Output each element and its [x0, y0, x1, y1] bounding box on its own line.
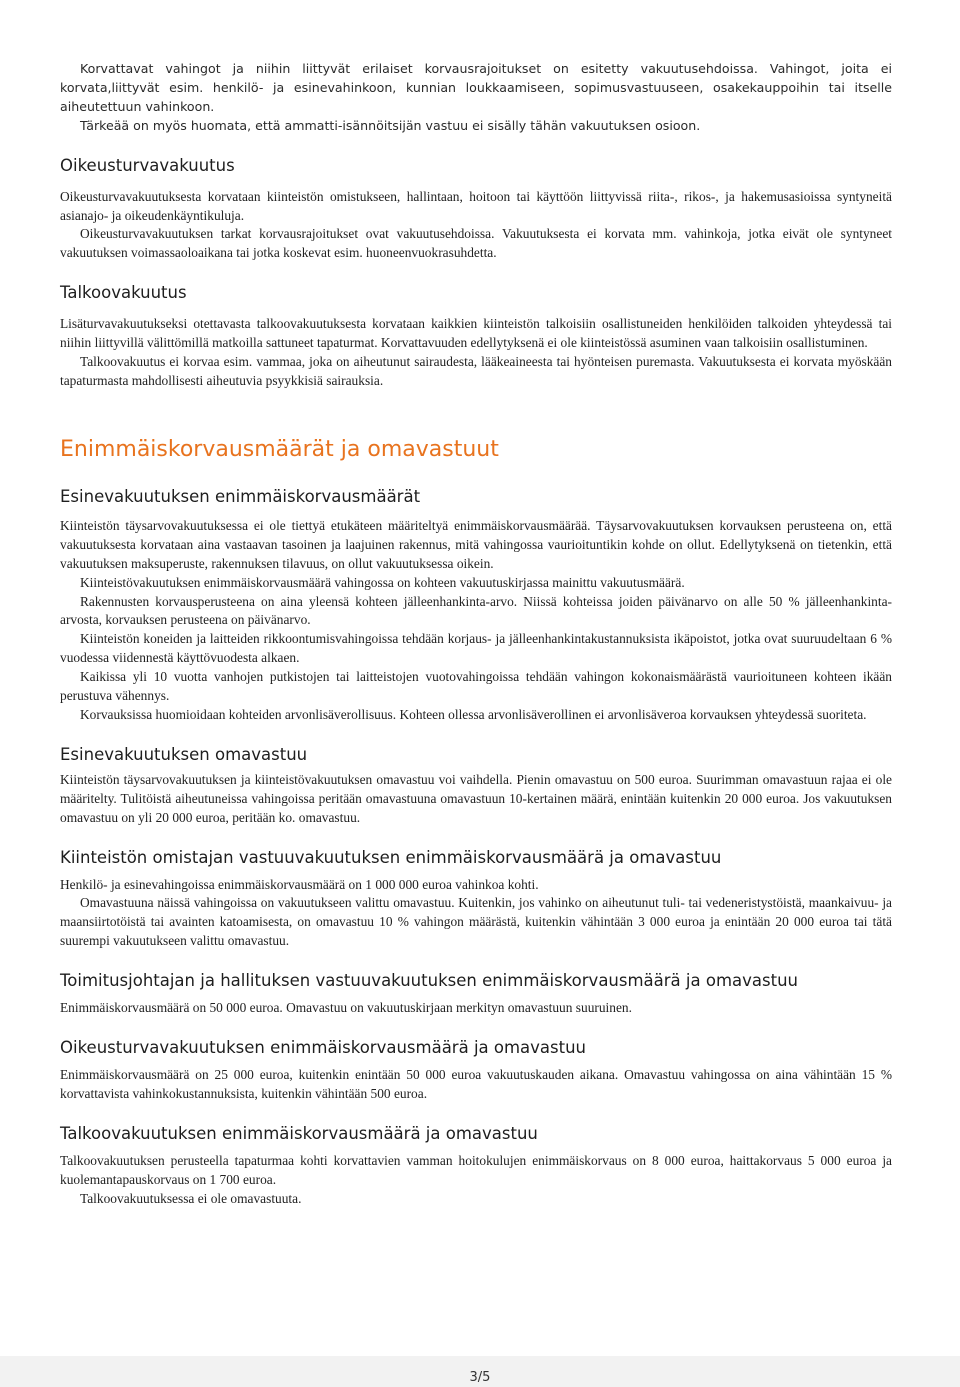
paragraph: Kiinteistövakuutuksen enimmäiskorvausmäärä vahingossa on kohteen vakuutuskirjassa mainittu vakuutusmäärä. — [80, 574, 685, 590]
volunteer-work-max-section — [60, 1124, 892, 1209]
section-heading: Oikeusturvavakuutus — [60, 155, 235, 175]
paragraph: Oikeusturvavakuutuksesta korvataan kiinteistön omistukseen, hallintaan, hoitoon tai käyttöön liittyvissä riita-, rikos-, ja hakemusasioissa syntyneitä asianajo- ja oikeudenkäyntikuluja. — [60, 188, 892, 223]
paragraph: Talkoovakuutuksen perusteella tapaturmaa kohti korvattavien vamman hoitokulujen enimmäiskorvaus on 8 000 euroa, haittakorvaus 5 000 euroa ja kuolemantapauskorvaus on 1 700 euroa. — [60, 1152, 892, 1187]
section-heading: Toimitusjohtajan ja hallituksen vastuuvakuutuksen enimmäiskorvausmäärä ja omavastuu — [60, 971, 798, 991]
paragraph: Lisäturvavakuutukseksi otettavasta talkoovakuutuksesta korvataan kaikkien kiinteistön talkoisiin osallistuneiden henkilöiden talkoiden yhteydessä tai niihin liittyvillä välittömillä matkoilla sattuneet tapaturmat. Korvattavuuden edellytyksenä ei ole kiinteistössä asuminen vaan talkoisiin osallistuminen. — [60, 316, 892, 351]
volunteer-work-section — [60, 283, 892, 391]
paragraph: Kiinteistön täysarvovakuutuksen ja kiinteistövakuutuksen omavastuu voi vaihdella. Pienin omavastuu on 500 euroa. Suurimman omavastuun rajaa ei ole määritelty. Tulitöistä aiheutuneissa vahingoissa peritään omavastuuna omavastuun 10-kertainen määrä, enintään kuitenkin 20 000 euroa. Jos vakuutuksen omavastuu on yli 20 000 euroa, peritään ko. omavastuu. — [60, 771, 892, 825]
paragraph: Talkoovakuutuksessa ei ole omavastuuta. — [80, 1190, 302, 1206]
section-heading: Oikeusturvavakuutuksen enimmäiskorvausmäärä ja omavastuu — [60, 1038, 587, 1058]
paragraph: Henkilö- ja esinevahingoissa enimmäiskorvausmäärä on 1 000 000 euroa vahinkoa kohti. — [60, 876, 539, 892]
paragraph: Rakennusten korvausperusteena on aina yleensä kohteen jälleenhankinta-arvo. Niissä kohteissa joiden päivänarvo on alle 50 % jälleenhankinta-arvosta, korvauksen perusteena on päivänarvo. — [60, 593, 892, 628]
paragraph: Oikeusturvavakuutuksen tarkat korvausrajoitukset ovat vakuutusehdoissa. Vakuutuksesta ei korvata mm. vahinkoja, jotka eivät ole syntyneet vakuutuksen voimassaoloaikana tai jotka koskevat esim. huoneenvuokrasuhdetta. — [60, 226, 892, 261]
section-heading: Esinevakuutuksen omavastuu — [60, 744, 308, 764]
legal-protection-section — [60, 156, 892, 264]
main-heading: Enimmäiskorvausmäärät ja omavastuut — [60, 436, 499, 462]
paragraph: Kaikissa yli 10 vuotta vanhojen putkistojen tai laitteistojen vuotovahingoissa tehdään vahingon kokonaismäärästä vaurioituneen kohteen ikään perustuva vähennys. — [60, 669, 892, 704]
paragraph: Omavastuuna näissä vahingoissa on vakuutukseen valittu omavastuu. Kuitenkin, jos vahinko on aiheutunut tuli- tai vedeneristystöistä, maankaivuu- ja maansiirtotöistä tai avainten katoamisesta, on omavastuu 10 % vahingon määrästä, kuitenkin vähintään 3 000 euroa ja enintään 20 000 euroa tai tätä suurempi vakuutukseen valittu omavastuu. — [60, 895, 892, 949]
page-number: 3/5 — [469, 1370, 491, 1385]
section-heading: Talkoovakuutus — [60, 283, 187, 303]
document-body — [60, 60, 892, 1209]
paragraph: Talkoovakuutus ei korvaa esim. vammaa, joka on aiheutunut sairaudesta, lääkeaineesta tai hyönteisen puremasta. Vakuutuksesta ei korvata myöskään tapaturmasta mahdollisesti aiheutuvia psyykkisiä sairauksia. — [60, 354, 892, 388]
liability-section — [60, 848, 892, 952]
section-heading: Talkoovakuutuksen enimmäiskorvausmäärä ja omavastuu — [60, 1123, 538, 1143]
intro-paragraph: Korvattavat vahingot ja niihin liittyvät erilaiset korvausrajoitukset on esitetty vakuutusehdoissa. Vahingot, joita ei korvata,liittyvät esim. henkilö- ja esinevahinkoon, kunnian loukkaamiseen, sopimusvastuuseen, osakekauppoihin tai itselle aiheutettuun vahinkoon. — [60, 61, 892, 114]
legal-protection-max-section — [60, 1038, 892, 1104]
intro-section — [60, 60, 892, 136]
paragraph: Korvauksissa huomioidaan kohteiden arvonlisäverollisuus. Kohteen ollessa arvonlisäverollinen ei arvonlisäveroa korvauksen yhteydessä suoriteta. — [80, 706, 867, 722]
management-liability-section — [60, 971, 892, 1018]
paragraph: Enimmäiskorvausmäärä on 25 000 euroa, kuitenkin enintään 50 000 euroa vakuutuskauden aikana. Omavastuu vahingossa on aina vähintään 15 % korvattavista vahinkokustannuksista, kuitenkin vähintään 500 euroa. — [60, 1067, 892, 1101]
paragraph: Enimmäiskorvausmäärä on 50 000 euroa. Omavastuu on vakuutuskirjaan merkityn omavastuun suuruinen. — [60, 1000, 632, 1016]
section-heading: Esinevakuutuksen enimmäiskorvausmäärät — [60, 486, 421, 506]
section-heading: Kiinteistön omistajan vastuuvakuutuksen enimmäiskorvausmäärä ja omavastuu — [60, 847, 722, 867]
property-deductible-section — [60, 745, 892, 828]
property-max-section — [60, 487, 892, 725]
paragraph: Kiinteistön koneiden ja laitteiden rikkoontumisvahingoissa tehdään korjaus- ja jälleenhankintakustannuksista ikäpoistot, jotka ovat suuruudeltaan 6 % vuodessa viidennestä käyttövuodesta alkaen. — [60, 631, 892, 666]
paragraph: Kiinteistön täysarvovakuutuksessa ei ole tiettyä etukäteen määriteltyä enimmäiskorvausmäärää. Täysarvovakuutuksen korvauksen perusteena on, että vakuutuksesta korvataan aina vastaavan tasoinen ja laajuinen rakennus, mitä vahingossa vaurioituntikin kohde on ollut. Edellytyksenä on tietenkin, että vakuutuksen maksuperuste, rakennuksen tilavuus, on ollut vakuutuksessa oikein. — [60, 517, 892, 571]
intro-paragraph: Tärkeää on myös huomata, että ammatti-isännöitsijän vastuu ei sisälly tähän vakuutuksen osioon. — [80, 117, 701, 133]
